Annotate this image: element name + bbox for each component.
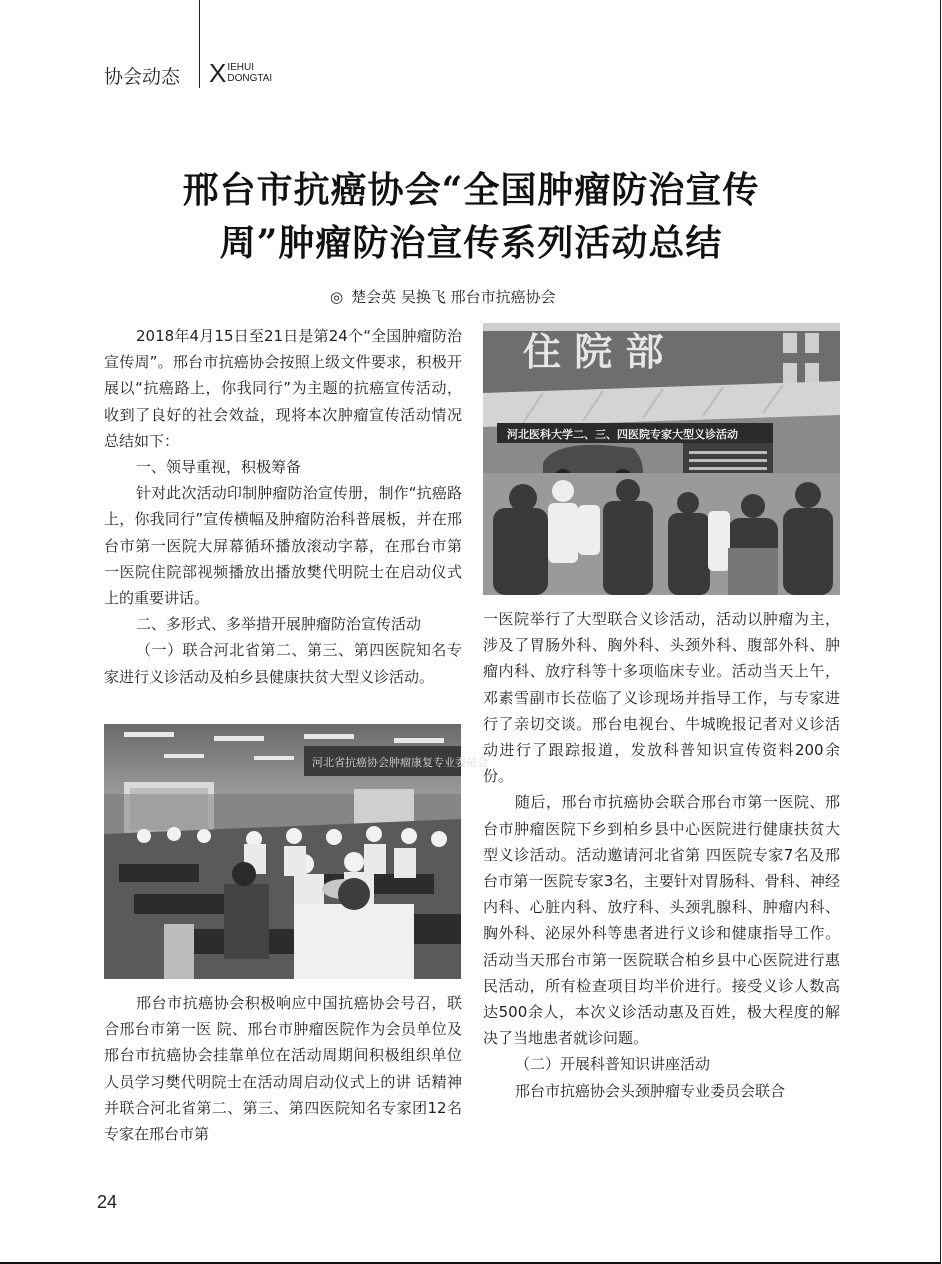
section-latin-label — [209, 60, 272, 86]
right-column — [483, 606, 840, 1104]
section-latin-stack — [227, 62, 272, 84]
byline — [330, 286, 556, 307]
hall-banner-text: 河北省抗癌协会肿瘤康复专业委员会 — [312, 756, 488, 769]
paragraph-rural-clinic: 随后，邢台市抗癌协会联合邢台市第一医院、邢台市肿瘤医院下乡到柏乡县中心医院进行健康扶贫大型义诊活动。活动邀请河北省第 四医院专家7名及邢台市第一医院专家3名，主要针对胃肠科、骨科、神经内科、心脏内科、放疗科、头颈乳腺科、肿瘤内科、胸外科、泌尿外科等患者进行义诊和健康指导工作。活动当天邢台市第一医院联合柏乡县中心医院进行惠民活动，所有检查项目均半价进行。接受义诊人数高达500余人，本次义诊活动惠及百姓，极大程度的解决了当地患者就诊问题。 — [483, 793, 840, 1048]
section-latin-line2: DONGTAI — [227, 73, 273, 84]
paragraph-lecture-start: 邢台市抗癌协会头颈肿瘤专业委员会联合 — [515, 1081, 786, 1100]
intro-paragraph: 2018年4月15日至21日是第24个“全国肿瘤防治宣传周”。邢台市抗癌协会按照上级文件要求，积极开展以“抗癌路上，你我同行”为主题的抗癌宣传活动，收到了良好的社会效益，现将本次肿瘤宣传活动情况总结如下： — [104, 327, 462, 450]
outdoor-clinic-photo — [483, 323, 840, 595]
page-number: 24 — [97, 1192, 118, 1212]
left-column-top — [104, 323, 462, 690]
paragraph-joint-clinic: 邢台市抗癌协会积极响应中国抗癌协会号召，联合邢台市第一医 院、邢台市肿瘤医院作为会员单位及邢台市抗癌协会挂靠单位在活动周期间积极组织单位人员学习樊代明院士在活动周启动仪式上的讲 话精神并联合河北省第二、第三、第四医院知名专家团12名专家在邢台市第 — [104, 994, 462, 1144]
section-heading-1: 一、领导重视，积极筹备 — [136, 458, 302, 477]
section-name: 协会动态 — [104, 66, 181, 88]
subsection-heading-2: （二）开展科普知识讲座活动 — [515, 1055, 711, 1074]
left-column-bottom — [104, 990, 462, 1147]
paragraph-clinic-continued: 一医院举行了大型联合义诊活动，活动以肿瘤为主，涉及了胃肠外科、胸外科、头颈外科、腹部外科、肿瘤内科、放疗科等十多项临床专业。活动当天上午，邓素雪副市长莅临了义诊现场并指导工作，与专家进行了亲切交谈。邢台电视台、牛城晚报记者对义诊活动进行了跟踪报道，发放科普知识宣传资料200余份。 — [483, 610, 840, 786]
section-latin-line1: IEHUI — [227, 62, 255, 73]
paragraph-preparation: 针对此次活动印制肿瘤防治宣传册，制作“抗癌路上，你我同行”宣传横幅及肿瘤防治科普展板，并在邢台市第一医院大屏幕循环播放滚动字幕，在邢台市第一医院住院部视频播放出播放樊代明院士在启动仪式上的重要讲话。 — [104, 484, 462, 608]
subsection-heading-1: （一）联合河北省第二、第三、第四医院知名专家进行义诊活动及柏乡县健康扶贫大型义诊活动。 — [104, 641, 462, 686]
byline-mark: ◎ — [330, 288, 344, 306]
clinic-banner-text: 河北医科大学二、三、四医院专家大型义诊活动 — [507, 428, 738, 441]
byline-authors: 楚会英 吴换飞 邢台市抗癌协会 — [351, 288, 556, 306]
section-heading-2: 二、多形式、多举措开展肿瘤防治宣传活动 — [136, 615, 422, 634]
section-latin-initial: X — [209, 58, 227, 88]
article-title-line2: 周”肿瘤防治宣传系列活动总结 — [219, 222, 723, 264]
header-divider — [199, 0, 200, 88]
article-title-line1: 邢台市抗癌协会“全国肿瘤防治宣传 — [182, 169, 760, 211]
lecture-hall-photo — [104, 724, 488, 979]
building-sign-text: 住 院 部 — [523, 330, 664, 374]
